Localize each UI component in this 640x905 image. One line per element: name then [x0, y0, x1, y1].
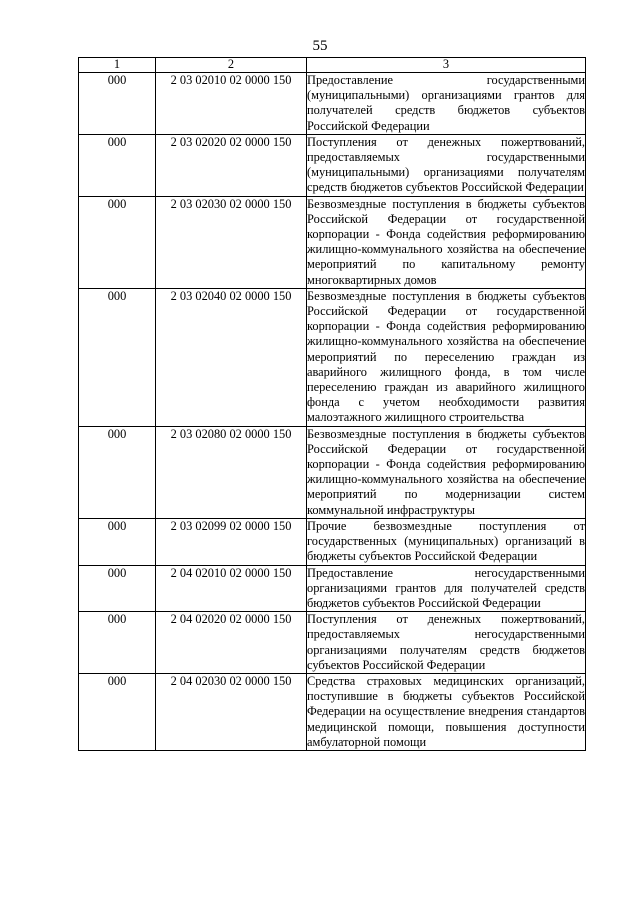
column-header-2: 2: [156, 58, 307, 73]
description-cell: Безвозмездные поступления в бюджеты субъектов Российской Федерации от государственной корпорации - Фонда содействия реформированию жилищно-коммунального хозяйства на обеспечение мероприятий по модернизации систем коммунальной инфраструктуры: [307, 426, 585, 517]
table-row: [79, 426, 586, 518]
table-row: [79, 518, 586, 565]
header-row: [79, 58, 586, 73]
admin-code-cell: 000: [79, 673, 156, 750]
description-cell: Предоставление государственными (муниципальными) организациями грантов для получателей средств бюджетов субъектов Российской Федерации: [307, 73, 585, 133]
admin-code-cell: 000: [79, 426, 156, 518]
description-cell: Средства страховых медицинских организаций, поступившие в бюджеты субъектов Российской Федерации на осуществление внедрения стандартов медицинской помощи, повышения доступности амбулаторной помощи: [307, 673, 585, 749]
description-cell: Поступления от денежных пожертвований, предоставляемых государственными (муниципальными) организациями получателям средств бюджетов субъектов Российской Федерации: [307, 134, 585, 195]
budget-code-cell: 2 03 02010 02 0000 150: [156, 73, 307, 135]
column-header-1: 1: [79, 58, 156, 73]
budget-code-cell: 2 03 02040 02 0000 150: [156, 288, 307, 426]
description-cell: Прочие безвозмездные поступления от государственных (муниципальных) организаций в бюджеты субъектов Российской Федерации: [307, 518, 585, 564]
table-row: [79, 288, 586, 426]
description-cell: Поступления от денежных пожертвований, предоставляемых негосударственными организациями получателям средств бюджетов субъектов Российской Федерации: [307, 612, 585, 672]
table-row: [79, 612, 586, 674]
table-row: [79, 565, 586, 612]
page-number: 55: [312, 38, 328, 54]
description-cell: Безвозмездные поступления в бюджеты субъектов Российской Федерации от государственной корпорации - Фонда содействия реформированию жилищно-коммунального хозяйства на обеспечение мероприятий по капитальному ремонту многоквартирных домов: [307, 196, 585, 287]
table-row: [79, 73, 586, 135]
budget-code-cell: 2 04 02030 02 0000 150: [156, 673, 307, 750]
admin-code-cell: 000: [79, 518, 156, 565]
budget-code-cell: 2 03 02099 02 0000 150: [156, 518, 307, 565]
admin-code-cell: 000: [79, 288, 156, 426]
budget-code-cell: 2 03 02030 02 0000 150: [156, 196, 307, 288]
budget-code-cell: 2 03 02080 02 0000 150: [156, 426, 307, 518]
table-row: [79, 196, 586, 288]
description-cell: Безвозмездные поступления в бюджеты субъектов Российской Федерации от государственной корпорации - Фонда содействия реформированию жилищно-коммунального хозяйства на обеспечение мероприятий по переселению граждан из аварийного жилищного фонда, в том числе переселению граждан из аварийного жилищного фонда с учетом необходимости развития малоэтажного жилищного строительства: [307, 288, 585, 425]
admin-code-cell: 000: [79, 73, 156, 135]
budget-code-cell: 2 04 02010 02 0000 150: [156, 565, 307, 612]
table-row: [79, 673, 586, 750]
table-row: [79, 134, 586, 196]
description-cell: Предоставление негосударственными организациями грантов для получателей средств бюджетов субъектов Российской Федерации: [307, 565, 585, 610]
column-header-3: 3: [307, 58, 586, 73]
budget-codes-table: [78, 57, 586, 751]
admin-code-cell: 000: [79, 196, 156, 288]
admin-code-cell: 000: [79, 612, 156, 674]
admin-code-cell: 000: [79, 134, 156, 196]
admin-code-cell: 000: [79, 565, 156, 612]
budget-code-cell: 2 04 02020 02 0000 150: [156, 612, 307, 674]
budget-code-cell: 2 03 02020 02 0000 150: [156, 134, 307, 196]
